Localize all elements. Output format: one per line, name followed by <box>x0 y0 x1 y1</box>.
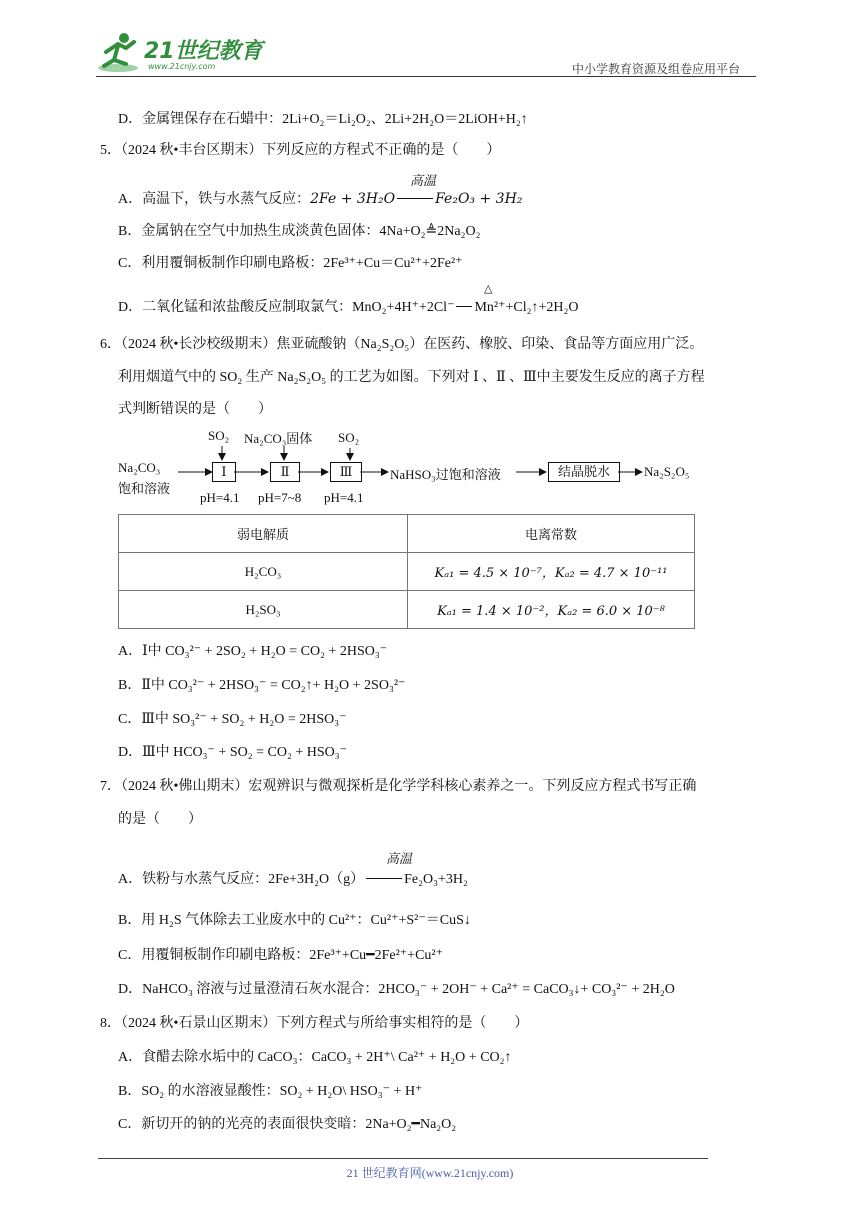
flow-box-1: Ⅰ <box>212 462 236 482</box>
q5-option-a-lhs: 2Fe + 3H₂O <box>310 191 396 207</box>
q8-option-a: A．食醋去除水垢中的 CaCO₃：CaCO₃ + 2H⁺\ Ca²⁺ + H₂O + CO₂↑ <box>118 1050 512 1065</box>
site-name: 中小学教育资源及组卷应用平台 <box>572 62 741 76</box>
header-divider <box>96 76 756 77</box>
q5-option-d-condition: △ <box>484 283 493 295</box>
table-row <box>119 591 695 629</box>
flow-mid-solution: NaHSO₃过饱和溶液 <box>390 467 501 482</box>
flow-box-3: Ⅲ <box>330 462 362 482</box>
flow-start-line1: Na₂CO₃ <box>118 460 161 475</box>
q8-stem: 8．（2024 秋•石景山区期末）下列方程式与所给事实相符的是（ ） <box>100 1016 529 1031</box>
table-cell: Kₐ₁ = 4.5 × 10⁻⁷，Kₐ₂ = 4.7 × 10⁻¹¹ <box>408 553 695 591</box>
q7-stem-line2: 的是（ ） <box>118 812 202 827</box>
q6-option-c: C．Ⅲ中 SO₃²⁻ + SO₂ + H₂O = 2HSO₃⁻ <box>118 712 347 727</box>
q6-option-a: A．Ⅰ中 CO₃²⁻ + 2SO₂ + H₂O = CO₂ + 2HSO₃⁻ <box>118 644 388 659</box>
process-flow-diagram <box>118 428 698 510</box>
flow-start-line2: 饱和溶液 <box>118 481 171 496</box>
runner-logo-icon <box>96 30 144 74</box>
q5-option-a-condition: 高温 <box>410 173 437 188</box>
table-cell: H₂SO₃ <box>119 591 408 629</box>
table-header-row <box>119 515 695 553</box>
q5-option-b: B．金属钠在空气中加热生成淡黄色固体：4Na+O₂≜2Na₂O₂ <box>118 224 481 239</box>
q6-stem-line3: 式判断错误的是（ ） <box>118 402 272 417</box>
table-cell: H₂CO₃ <box>119 553 408 591</box>
q6-option-b: B．Ⅱ中 CO₃²⁻ + 2HSO₃⁻ = CO₂↑+ H₂O + 2SO₃²⁻ <box>118 678 406 693</box>
q7-option-c: C．用覆铜板制作印刷电路板：2Fe³⁺+Cu━2Fe²⁺+Cu²⁺ <box>118 948 443 963</box>
flow-box-2: Ⅱ <box>270 462 300 482</box>
q7-option-a-condition: 高温 <box>386 851 413 866</box>
flow-ph-3: pH=4.1 <box>324 490 364 505</box>
table-row <box>119 553 695 591</box>
q7-stem-line1: 7．（2024 秋•佛山期末）宏观辨识与微观探析是化学学科核心素养之一。下列反应方程式书写正确 <box>100 779 697 794</box>
q5-option-d <box>118 296 579 316</box>
flow-product: Na₂S₂O₅ <box>644 464 690 479</box>
flow-input-3: SO₂ <box>338 430 360 445</box>
logo <box>96 30 266 74</box>
table-header-cell: 弱电解质 <box>119 515 408 553</box>
q5-option-d-rhs: Mn²⁺+Cl₂↑+2H₂O <box>474 300 579 315</box>
logo-text: 21世纪教育 <box>144 39 263 64</box>
q7-option-a <box>118 868 468 888</box>
q7-option-a-label: A．铁粉与水蒸气反应：2Fe+3H₂O（g） <box>118 872 365 887</box>
table-cell: Kₐ₁ = 1.4 × 10⁻²，Kₐ₂ = 6.0 × 10⁻⁸ <box>408 591 695 629</box>
footer-divider <box>98 1158 708 1159</box>
ionization-constant-table <box>118 514 695 629</box>
q6-option-d: D．Ⅲ中 HCO₃⁻ + SO₂ = CO₂ + HSO₃⁻ <box>118 745 348 760</box>
q8-option-b: B．SO₂ 的水溶液显酸性：SO₂ + H₂O\ HSO₃⁻ + H⁺ <box>118 1084 423 1099</box>
flow-input-1: SO₂ <box>208 428 230 443</box>
reaction-arrow <box>456 306 472 307</box>
flow-ph-2: pH=7~8 <box>258 490 302 505</box>
q5-option-a-label: A．高温下，铁与水蒸气反应： <box>118 192 311 207</box>
q5-option-a <box>118 188 522 208</box>
q6-stem-line2: 利用烟道气中的 SO₂ 生产 Na₂S₂O₅ 的工艺为如图。下列对 Ⅰ 、Ⅱ 、Ⅲ中主要发生反应的离子方程 <box>118 370 705 385</box>
flow-ph-1: pH=4.1 <box>200 490 240 505</box>
q8-option-c: C．新切开的钠的光亮的表面很快变暗：2Na+O₂━Na₂O₂ <box>118 1117 457 1132</box>
q5-option-d-label: D．二氧化锰和浓盐酸反应制取氯气：MnO₂+4H⁺+2Cl⁻ <box>118 300 455 315</box>
reaction-arrow <box>397 198 433 199</box>
q5-stem: 5．（2024 秋•丰台区期末）下列反应的方程式不正确的是（ ） <box>100 143 501 158</box>
logo-url: www.21cnjy.com <box>148 62 216 71</box>
q4-option-d: D．金属锂保存在石蜡中：2Li+O₂＝Li₂O₂、2Li+2H₂O＝2LiOH+H₂↑ <box>118 112 528 127</box>
footer-link[interactable]: 21 世纪教育网(www.21cnjy.com) <box>346 1166 514 1180</box>
q7-option-b: B．用 H₂S 气体除去工业废水中的 Cu²⁺：Cu²⁺+S²⁻＝CuS↓ <box>118 913 471 928</box>
table-header-cell: 电离常数 <box>408 515 695 553</box>
q5-option-c: C．利用覆铜板制作印刷电路板：2Fe³⁺+Cu＝Cu²⁺+2Fe²⁺ <box>118 256 463 271</box>
reaction-arrow <box>366 878 402 879</box>
flow-input-2: Na₂CO₃固体 <box>244 431 313 446</box>
q7-option-a-rhs: Fe₂O₃+3H₂ <box>404 872 468 887</box>
q5-option-a-rhs: Fe₂O₃ + 3H₂ <box>435 191 523 207</box>
q6-stem-line1: 6．（2024 秋•长沙校级期末）焦亚硫酸钠（Na₂S₂O₅）在医药、橡胶、印染、食品等方面应用广泛。 <box>100 337 704 352</box>
q7-option-d: D．NaHCO₃ 溶液与过量澄清石灰水混合：2HCO₃⁻ + 2OH⁻ + Ca²⁺ = CaCO₃↓+ CO₃²⁻ + 2H₂O <box>118 982 675 997</box>
flow-box-4: 结晶脱水 <box>548 462 620 482</box>
